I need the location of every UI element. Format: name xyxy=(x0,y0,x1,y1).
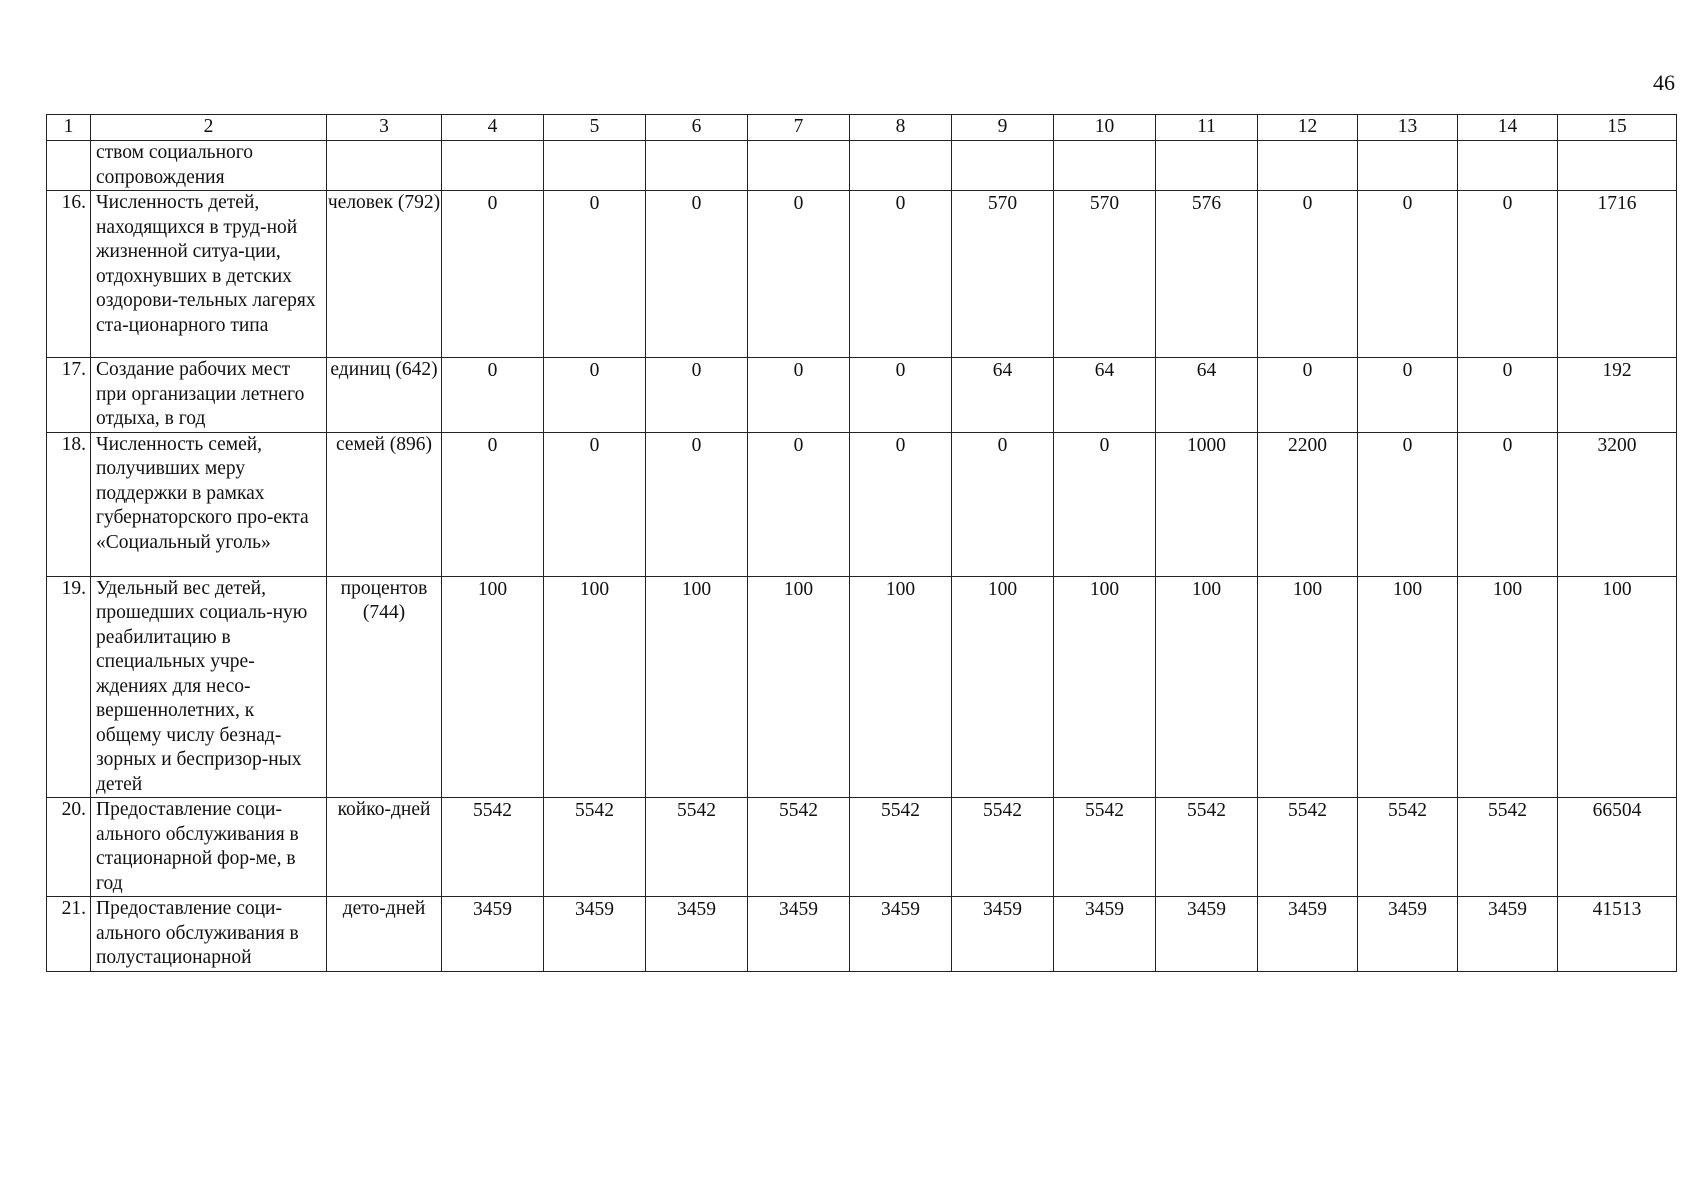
value-cell: 0 xyxy=(748,358,850,433)
row-number-cell: 18. xyxy=(47,432,91,576)
value-cell: 570 xyxy=(1054,191,1156,358)
value-cell: 100 xyxy=(1054,576,1156,798)
value-cell: 66504 xyxy=(1558,798,1677,897)
value-cell: 3459 xyxy=(544,897,646,972)
value-cell: 100 xyxy=(952,576,1054,798)
table-row xyxy=(47,576,1677,798)
column-number-header: 2 xyxy=(91,115,327,141)
value-cell: 5542 xyxy=(1358,798,1458,897)
value-cell: 0 xyxy=(1358,191,1458,358)
value-cell: 0 xyxy=(1458,432,1558,576)
row-number-cell xyxy=(47,141,91,191)
column-number-header: 7 xyxy=(748,115,850,141)
row-number-cell: 17. xyxy=(47,358,91,433)
unit-cell: человек (792) xyxy=(327,191,442,358)
value-cell: 0 xyxy=(442,358,544,433)
value-cell: 100 xyxy=(1558,576,1677,798)
value-cell: 0 xyxy=(442,191,544,358)
value-cell: 100 xyxy=(1156,576,1258,798)
value-cell xyxy=(850,141,952,191)
value-cell: 5542 xyxy=(442,798,544,897)
value-cell: 5542 xyxy=(646,798,748,897)
value-cell: 5542 xyxy=(1458,798,1558,897)
value-cell: 5542 xyxy=(850,798,952,897)
unit-cell: койко-дней xyxy=(327,798,442,897)
column-number-header: 12 xyxy=(1258,115,1358,141)
column-number-header: 6 xyxy=(646,115,748,141)
unit-cell: процентов (744) xyxy=(327,576,442,798)
continuation-row xyxy=(47,141,1677,191)
value-cell: 0 xyxy=(850,191,952,358)
value-cell: 3459 xyxy=(1458,897,1558,972)
value-cell xyxy=(442,141,544,191)
unit-cell: дето-дней xyxy=(327,897,442,972)
value-cell: 3459 xyxy=(1258,897,1358,972)
value-cell: 0 xyxy=(442,432,544,576)
value-cell xyxy=(748,141,850,191)
table-row xyxy=(47,798,1677,897)
column-number-row xyxy=(47,115,1677,141)
value-cell: 1716 xyxy=(1558,191,1677,358)
unit-cell xyxy=(327,141,442,191)
table-row xyxy=(47,897,1677,972)
column-number-header: 9 xyxy=(952,115,1054,141)
row-number-cell: 20. xyxy=(47,798,91,897)
value-cell: 2200 xyxy=(1258,432,1358,576)
value-cell xyxy=(646,141,748,191)
column-number-header: 4 xyxy=(442,115,544,141)
column-number-header: 14 xyxy=(1458,115,1558,141)
table-row xyxy=(47,191,1677,358)
row-number-cell: 16. xyxy=(47,191,91,358)
unit-cell: единиц (642) xyxy=(327,358,442,433)
page-number: 46 xyxy=(1653,70,1675,95)
value-cell: 570 xyxy=(952,191,1054,358)
value-cell: 0 xyxy=(748,191,850,358)
value-cell: 0 xyxy=(646,358,748,433)
value-cell: 3459 xyxy=(748,897,850,972)
value-cell xyxy=(1358,141,1458,191)
column-number-header: 11 xyxy=(1156,115,1258,141)
row-number-cell: 19. xyxy=(47,576,91,798)
value-cell xyxy=(1458,141,1558,191)
value-cell: 0 xyxy=(1258,191,1358,358)
value-cell: 0 xyxy=(646,432,748,576)
value-cell: 5542 xyxy=(952,798,1054,897)
table-row xyxy=(47,358,1677,433)
value-cell: 5542 xyxy=(1258,798,1358,897)
value-cell: 0 xyxy=(952,432,1054,576)
indicator-name-cell: Предоставление соци-ального обслуживания в стационарной фор-ме, в год xyxy=(91,798,327,897)
value-cell: 5542 xyxy=(544,798,646,897)
value-cell xyxy=(1258,141,1358,191)
value-cell: 0 xyxy=(1054,432,1156,576)
value-cell xyxy=(1054,141,1156,191)
value-cell: 0 xyxy=(748,432,850,576)
unit-cell: семей (896) xyxy=(327,432,442,576)
value-cell: 0 xyxy=(850,358,952,433)
table-row xyxy=(47,432,1677,576)
column-number-header: 5 xyxy=(544,115,646,141)
value-cell: 0 xyxy=(544,432,646,576)
value-cell: 100 xyxy=(748,576,850,798)
column-number-header: 15 xyxy=(1558,115,1677,141)
row-number-cell: 21. xyxy=(47,897,91,972)
value-cell: 0 xyxy=(1458,191,1558,358)
column-number-header: 3 xyxy=(327,115,442,141)
value-cell: 3459 xyxy=(952,897,1054,972)
indicator-name-cell: ством социального сопровождения xyxy=(91,141,327,191)
indicator-name-cell: Удельный вес детей, прошедших социаль-ную реабилитацию в специальных учре-ждениях для несо-вершеннолетних, к общему числу безнад-зорных и беспризор-ных детей xyxy=(91,576,327,798)
value-cell: 64 xyxy=(1054,358,1156,433)
value-cell: 100 xyxy=(1458,576,1558,798)
value-cell: 576 xyxy=(1156,191,1258,358)
value-cell xyxy=(544,141,646,191)
value-cell: 3459 xyxy=(1358,897,1458,972)
value-cell: 5542 xyxy=(748,798,850,897)
value-cell: 0 xyxy=(646,191,748,358)
value-cell xyxy=(1558,141,1677,191)
indicator-name-cell: Численность семей, получивших меру поддержки в рамках губернаторского про-екта «Социальный уголь» xyxy=(91,432,327,576)
table-body xyxy=(47,115,1677,972)
value-cell: 0 xyxy=(1458,358,1558,433)
value-cell: 100 xyxy=(442,576,544,798)
value-cell: 100 xyxy=(1358,576,1458,798)
value-cell: 3459 xyxy=(442,897,544,972)
value-cell: 0 xyxy=(1358,432,1458,576)
value-cell: 41513 xyxy=(1558,897,1677,972)
value-cell: 3200 xyxy=(1558,432,1677,576)
value-cell: 0 xyxy=(544,191,646,358)
value-cell: 100 xyxy=(646,576,748,798)
column-number-header: 8 xyxy=(850,115,952,141)
value-cell: 0 xyxy=(544,358,646,433)
value-cell: 1000 xyxy=(1156,432,1258,576)
value-cell xyxy=(952,141,1054,191)
value-cell: 3459 xyxy=(1156,897,1258,972)
value-cell: 0 xyxy=(1358,358,1458,433)
indicator-name-cell: Предоставление соци-ального обслуживания в полустационарной xyxy=(91,897,327,972)
value-cell: 0 xyxy=(850,432,952,576)
value-cell: 64 xyxy=(1156,358,1258,433)
value-cell: 5542 xyxy=(1156,798,1258,897)
value-cell: 100 xyxy=(1258,576,1358,798)
value-cell: 3459 xyxy=(850,897,952,972)
value-cell: 100 xyxy=(850,576,952,798)
value-cell: 3459 xyxy=(1054,897,1156,972)
value-cell: 192 xyxy=(1558,358,1677,433)
value-cell: 64 xyxy=(952,358,1054,433)
value-cell: 100 xyxy=(544,576,646,798)
column-number-header: 13 xyxy=(1358,115,1458,141)
column-number-header: 1 xyxy=(47,115,91,141)
indicator-name-cell: Численность детей, находящихся в труд-ной жизненной ситуа-ции, отдохнувших в детских оздорови-тельных лагерях ста-ционарного типа xyxy=(91,191,327,358)
value-cell: 5542 xyxy=(1054,798,1156,897)
value-cell xyxy=(1156,141,1258,191)
value-cell: 3459 xyxy=(646,897,748,972)
indicator-name-cell: Создание рабочих мест при организации летнего отдыха, в год xyxy=(91,358,327,433)
value-cell: 0 xyxy=(1258,358,1358,433)
indicators-table xyxy=(46,114,1677,972)
column-number-header: 10 xyxy=(1054,115,1156,141)
